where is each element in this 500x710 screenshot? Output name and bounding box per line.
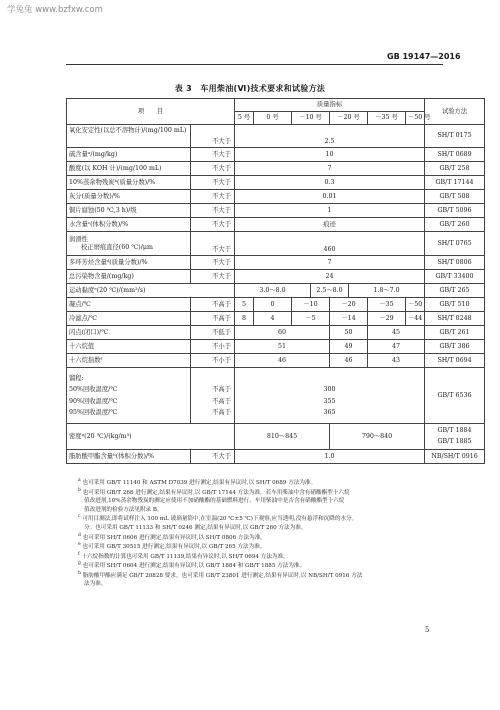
row-name: 闪点(闭口)/℃	[67, 326, 191, 340]
row-value: 43	[368, 354, 425, 368]
table-title: 表 3 车用柴油(Ⅵ)技术要求和试验方法	[174, 84, 326, 93]
row-method: GB/T 510	[425, 298, 485, 312]
row-name: 水含量ᶜ(体积分数)/%	[67, 218, 191, 232]
row-name-sub: 校正磨痕直径(60 ℃)/μm	[81, 243, 153, 251]
row-value: 0.3	[235, 176, 425, 190]
row-value-sub: 355	[323, 397, 336, 405]
row-name: 脂肪酸甲酯含量ʰ(体积分数)/%	[67, 450, 191, 464]
row-name: 十六烷指数ᶠ	[67, 354, 191, 368]
footnote-continuation: 分。也可采用 GB/T 11133 和 SH/T 0246 测定,结果有异议时,以 GB/T 260 方法为准。	[84, 524, 307, 531]
row-value: 460	[235, 232, 425, 256]
row-name: 十六烷值	[67, 340, 191, 354]
row-name	[67, 232, 191, 256]
row-limit: 不大于	[191, 148, 235, 162]
row-limit: 不大于	[191, 176, 235, 190]
row-name: 10%蒸余物残炭ᵇ(质量分数)/%	[67, 176, 191, 190]
grade-minus35: －35 号	[368, 112, 406, 125]
row-limit: 不低于	[191, 326, 235, 340]
row-value: 49	[330, 340, 368, 354]
row-limit: 不大于	[191, 270, 235, 284]
row-limit: 不小于	[191, 340, 235, 354]
footnote: $^h$ 脂肪酸甲酯应满足 GB/T 20828 要求。也可采用 GB/T 23801 进行测定,结果有异议时,以 NB/SH/T 0916 方法	[78, 570, 363, 579]
row-value: 2.5	[235, 125, 425, 148]
row-method: SH/T 0806	[425, 256, 485, 270]
footnote: $^f$ 十六烷指数的计算也可采用 GB/T 11139,结果有异议时,以 SH/T 0694 方法为准。	[78, 551, 289, 560]
row-method: GB/T 261	[425, 326, 485, 340]
row-method: NB/SH/T 0916	[425, 450, 485, 464]
row-name: 灰分(质量分数)/%	[67, 190, 191, 204]
header-quality-index: 质量指标	[235, 99, 425, 112]
row-limit-sub: 不高于	[212, 408, 231, 416]
row-value: 24	[235, 270, 425, 284]
row-name: 硫含量ᵃ/(mg/kg)	[67, 148, 191, 162]
grade-5: 5 号	[235, 112, 254, 125]
row-value: 8	[235, 312, 254, 326]
footnote-continuation: 值改进剂,10%蒸余物残炭的测定应使用不加硝酸酯的基础燃料进行。车用柴油中是否含有硝酸酯型十六烷	[84, 498, 345, 505]
row-limit: 不大于	[191, 190, 235, 204]
row-limit: 不大于	[191, 125, 235, 148]
row-value: 45	[368, 326, 425, 340]
row-method: SH/T 0175	[425, 125, 485, 148]
row-method: GB/T 33400	[425, 270, 485, 284]
row-value: －20	[330, 298, 368, 312]
row-method: GB/T 508	[425, 190, 485, 204]
row-limit: 不大于	[191, 218, 235, 232]
row-value: －35	[368, 298, 406, 312]
row-value: －50	[406, 298, 425, 312]
row-value: －14	[330, 312, 368, 326]
row-value: 47	[368, 340, 425, 354]
row-value: 46	[330, 354, 368, 368]
row-value: 4	[254, 312, 292, 326]
row-value: 1.0	[235, 450, 425, 464]
watermark: 学兔兔 www.bzfxw.com	[7, 5, 103, 15]
row-name: 铜片腐蚀(50 ℃,3 h)/级	[67, 204, 191, 218]
row-name-main: 馏程:	[69, 375, 84, 383]
row-limit	[191, 368, 235, 424]
row-limit: 不大于	[191, 232, 235, 256]
row-value: －5	[292, 312, 330, 326]
footnote: $^a$ 也可采用 GB/T 11140 和 ASTM D7039 进行测定,结果有异议时,以 SH/T 0689 方法为准。	[78, 478, 317, 486]
row-method: GB/T 265	[425, 284, 485, 298]
footnote-continuation: 值改进剂的检验方法见附录 B。	[84, 506, 163, 513]
row-value: 1	[235, 204, 425, 218]
footnote: $^g$ 也可采用 SH/T 0604 进行测定,结果有异议时,以 GB/T 1884 和 GB/T 1885 方法为准。	[78, 561, 306, 569]
row-limit: 不大于	[191, 162, 235, 176]
header-item: 项 目	[67, 99, 235, 125]
row-value: 痕迹	[235, 218, 425, 232]
row-method: SH/T 0765	[425, 232, 485, 256]
row-value: 50	[330, 326, 368, 340]
footnote: $^e$ 也可采用 GB/T 30515 进行测定,结果有异议时,以 GB/T 265 方法为准。	[78, 542, 266, 550]
row-method: SH/T 0689	[425, 148, 485, 162]
row-value: －44	[406, 312, 425, 326]
row-name: 凝点/℃	[67, 298, 191, 312]
row-value: 810～845	[235, 424, 330, 450]
footnote-continuation: 法为准。	[84, 581, 107, 588]
row-method: GB/T 17144	[425, 176, 485, 190]
standard-number: GB 19147—2016	[387, 52, 461, 61]
header-rule	[66, 64, 443, 65]
row-value: 790～840	[330, 424, 425, 450]
row-value: 7	[235, 256, 425, 270]
row-value: 0.01	[235, 190, 425, 204]
row-value: 46	[235, 354, 330, 368]
row-name: 运动黏度ᵉ(20 ℃)/(mm²/s)	[67, 284, 235, 298]
row-value: 60	[235, 326, 330, 340]
row-value	[235, 368, 425, 424]
row-method: GB/T 260	[425, 218, 485, 232]
footnotes	[78, 478, 438, 589]
row-value: －10	[292, 298, 330, 312]
row-value: 2.5～8.0	[311, 284, 349, 298]
header-method: 试验方法	[425, 99, 485, 125]
row-value: 7	[235, 162, 425, 176]
row-value: 1.8～7.0	[349, 284, 425, 298]
row-limit: 不大于	[191, 450, 235, 464]
row-value: －29	[368, 312, 406, 326]
row-name: 冷滤点/℃	[67, 312, 191, 326]
row-method: GB/T 258	[425, 162, 485, 176]
row-value-sub: 365	[323, 408, 336, 416]
row-name: 多环芳烃含量ᵈ(质量分数)/%	[67, 256, 191, 270]
row-value: 51	[235, 340, 330, 354]
footnote: $^b$ 也可采用 GB/T 268 进行测定,结果有异议时,以 GB/T 17144 方法为准。若车用柴油中含有硝酸酯型十六烷	[78, 487, 350, 496]
row-method: GB/T 386	[425, 340, 485, 354]
row-name-sub: 50%回收温度/℃	[69, 386, 118, 394]
row-value: 0	[254, 298, 292, 312]
row-limit: 不小于	[191, 354, 235, 368]
grade-minus50: －50 号	[406, 112, 425, 125]
row-limit: 不高于	[191, 298, 235, 312]
row-name: 密度ᵍ(20 ℃)/(kg/m³)	[67, 424, 235, 450]
row-method: SH/T 0248	[425, 312, 485, 326]
row-name-sub: 90%回收温度/℃	[69, 397, 118, 405]
grade-minus20: －20 号	[330, 112, 368, 125]
row-value: 10	[235, 148, 425, 162]
row-method-line: GB/T 1884	[437, 427, 472, 435]
page-number: 5	[425, 626, 430, 634]
row-method-line: GB/T 1885	[437, 437, 472, 445]
row-limit-sub: 不高于	[212, 397, 231, 405]
row-value-sub: 300	[323, 386, 336, 394]
row-method	[425, 424, 485, 450]
spec-table	[66, 98, 485, 464]
row-limit-sub: 不高于	[212, 386, 231, 394]
row-name: 酸度(以 KOH 计)/(mg/100 mL)	[67, 162, 191, 176]
row-name: 氧化安定性(以总不溶物计)/(mg/100 mL)	[67, 125, 191, 148]
row-method: GB/T 5096	[425, 204, 485, 218]
footnote: $^c$ 可用目测法,即将试样注入 100 mL 玻璃量筒中,在室温(20 ℃±5 ℃)下观察,应当透明,没有悬浮和沉降的水分。	[78, 514, 358, 523]
row-method: SH/T 0694	[425, 354, 485, 368]
row-limit: 不大于	[191, 204, 235, 218]
row-limit: 不大于	[191, 256, 235, 270]
row-name-main: 润滑性	[69, 236, 88, 244]
grade-minus10: －10 号	[292, 112, 330, 125]
row-value: 5	[235, 298, 254, 312]
row-name: 总污染物含量/(mg/kg)	[67, 270, 191, 284]
row-name-sub: 95%回收温度/℃	[69, 408, 118, 416]
row-value: 3.0～8.0	[235, 284, 311, 298]
grade-0: 0 号	[254, 112, 292, 125]
row-limit: 不高于	[191, 312, 235, 326]
row-method: GB/T 6536	[425, 368, 485, 424]
row-name	[67, 368, 191, 424]
footnote: $^d$ 也可采用 SH/T 0606 进行测定,结果有异议时,以 SH/T 0806 方法为准。	[78, 532, 266, 541]
